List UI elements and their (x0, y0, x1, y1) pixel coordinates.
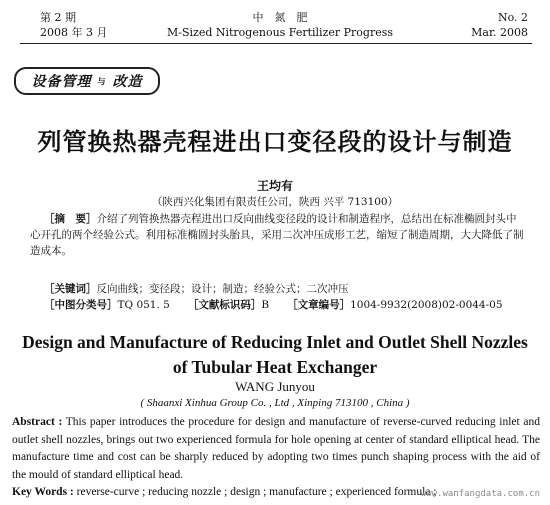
article-no-label: ［文章编号］ (287, 299, 351, 311)
cn-abstract-text: 介绍了列管换热器壳程进出口反向曲线变径段的设计和制造程序，总结出在标准椭圆封头中心开孔的两个经验公式。利用标准椭圆封头胎具，采用二次冲压成形工艺，缩短了制造周期，大大降低了制造成本。 (30, 213, 524, 257)
en-abstract (12, 414, 540, 484)
issue-en: No. 2 (497, 11, 528, 24)
cn-keywords-text: 反向曲线；变径段；设计；制造；经验公式；二次冲压 (96, 283, 349, 295)
cn-abstract (30, 211, 526, 259)
en-title-line2: of Tubular Heat Exchanger (172, 357, 378, 377)
en-author: WANG Junyou (235, 379, 315, 394)
section-tag-left: 设备管理 (31, 74, 92, 90)
cn-abstract-label: ［摘 要］ (44, 213, 97, 225)
cn-title: 列管换热器壳程进出口变径段的设计与制造 (37, 128, 513, 156)
section-tag-right: 改造 (112, 74, 143, 90)
en-abstract-text: This paper introduces the procedure for design and manufacture of reverse-curved reducing inlet and outlet shell nozzles, brings out two experienced formula for hole opening at center of standard elliptical head. The manufacture time and cost can be sharply reduced by adopting two times punch shaping process with the aid of the mould of standard elliptical head. (12, 416, 541, 481)
header-left (40, 10, 107, 40)
article-no-value: 1004-9932(2008)02-0044-05 (350, 299, 503, 311)
header-divider (20, 43, 532, 44)
en-title (10, 330, 540, 380)
header-right (471, 10, 528, 40)
date-cn: 2008 年 3 月 (40, 26, 108, 39)
clc-field (44, 297, 170, 313)
watermark: www.wanfangdata.com.cn (420, 489, 540, 499)
section-tag-joiner: 与 (97, 76, 107, 86)
doc-code-label: ［文献标识码］ (187, 299, 262, 311)
en-affiliation: ( Shaanxi Xinhua Group Co. , Ltd , Xinping 713100 , China ) (140, 397, 410, 409)
doc-code-value: B (261, 299, 270, 311)
header-center (150, 10, 410, 40)
clc-label: ［中图分类号］ (44, 299, 118, 311)
en-abstract-label: Abstract : (12, 416, 63, 428)
cn-keywords-label: ［关键词］ (44, 283, 97, 295)
cn-author: 王均有 (256, 179, 293, 193)
cn-affiliation: （陕西兴化集团有限责任公司，陕西 兴平 713100） (151, 196, 399, 208)
doc-code-field (188, 297, 269, 313)
en-keywords-text: reverse-curve ; reducing nozzle ; design ; manufacture ; experienced formula ; (76, 486, 437, 498)
article-no-field (287, 297, 502, 313)
issue-cn: 第 2 期 (40, 11, 76, 24)
date-en: Mar. 2008 (471, 26, 528, 39)
journal-en: M-Sized Nitrogenous Fertilizer Progress (166, 26, 394, 39)
en-keywords-label: Key Words : (12, 486, 74, 498)
section-tag (14, 67, 160, 95)
cn-keywords (44, 281, 540, 297)
cn-identifiers (44, 297, 540, 313)
journal-cn: 中 氮 肥 (252, 11, 308, 24)
en-title-line1: Design and Manufacture of Reducing Inlet and Outlet Shell Nozzles (22, 332, 528, 352)
clc-value: TQ 051. 5 (117, 299, 170, 311)
